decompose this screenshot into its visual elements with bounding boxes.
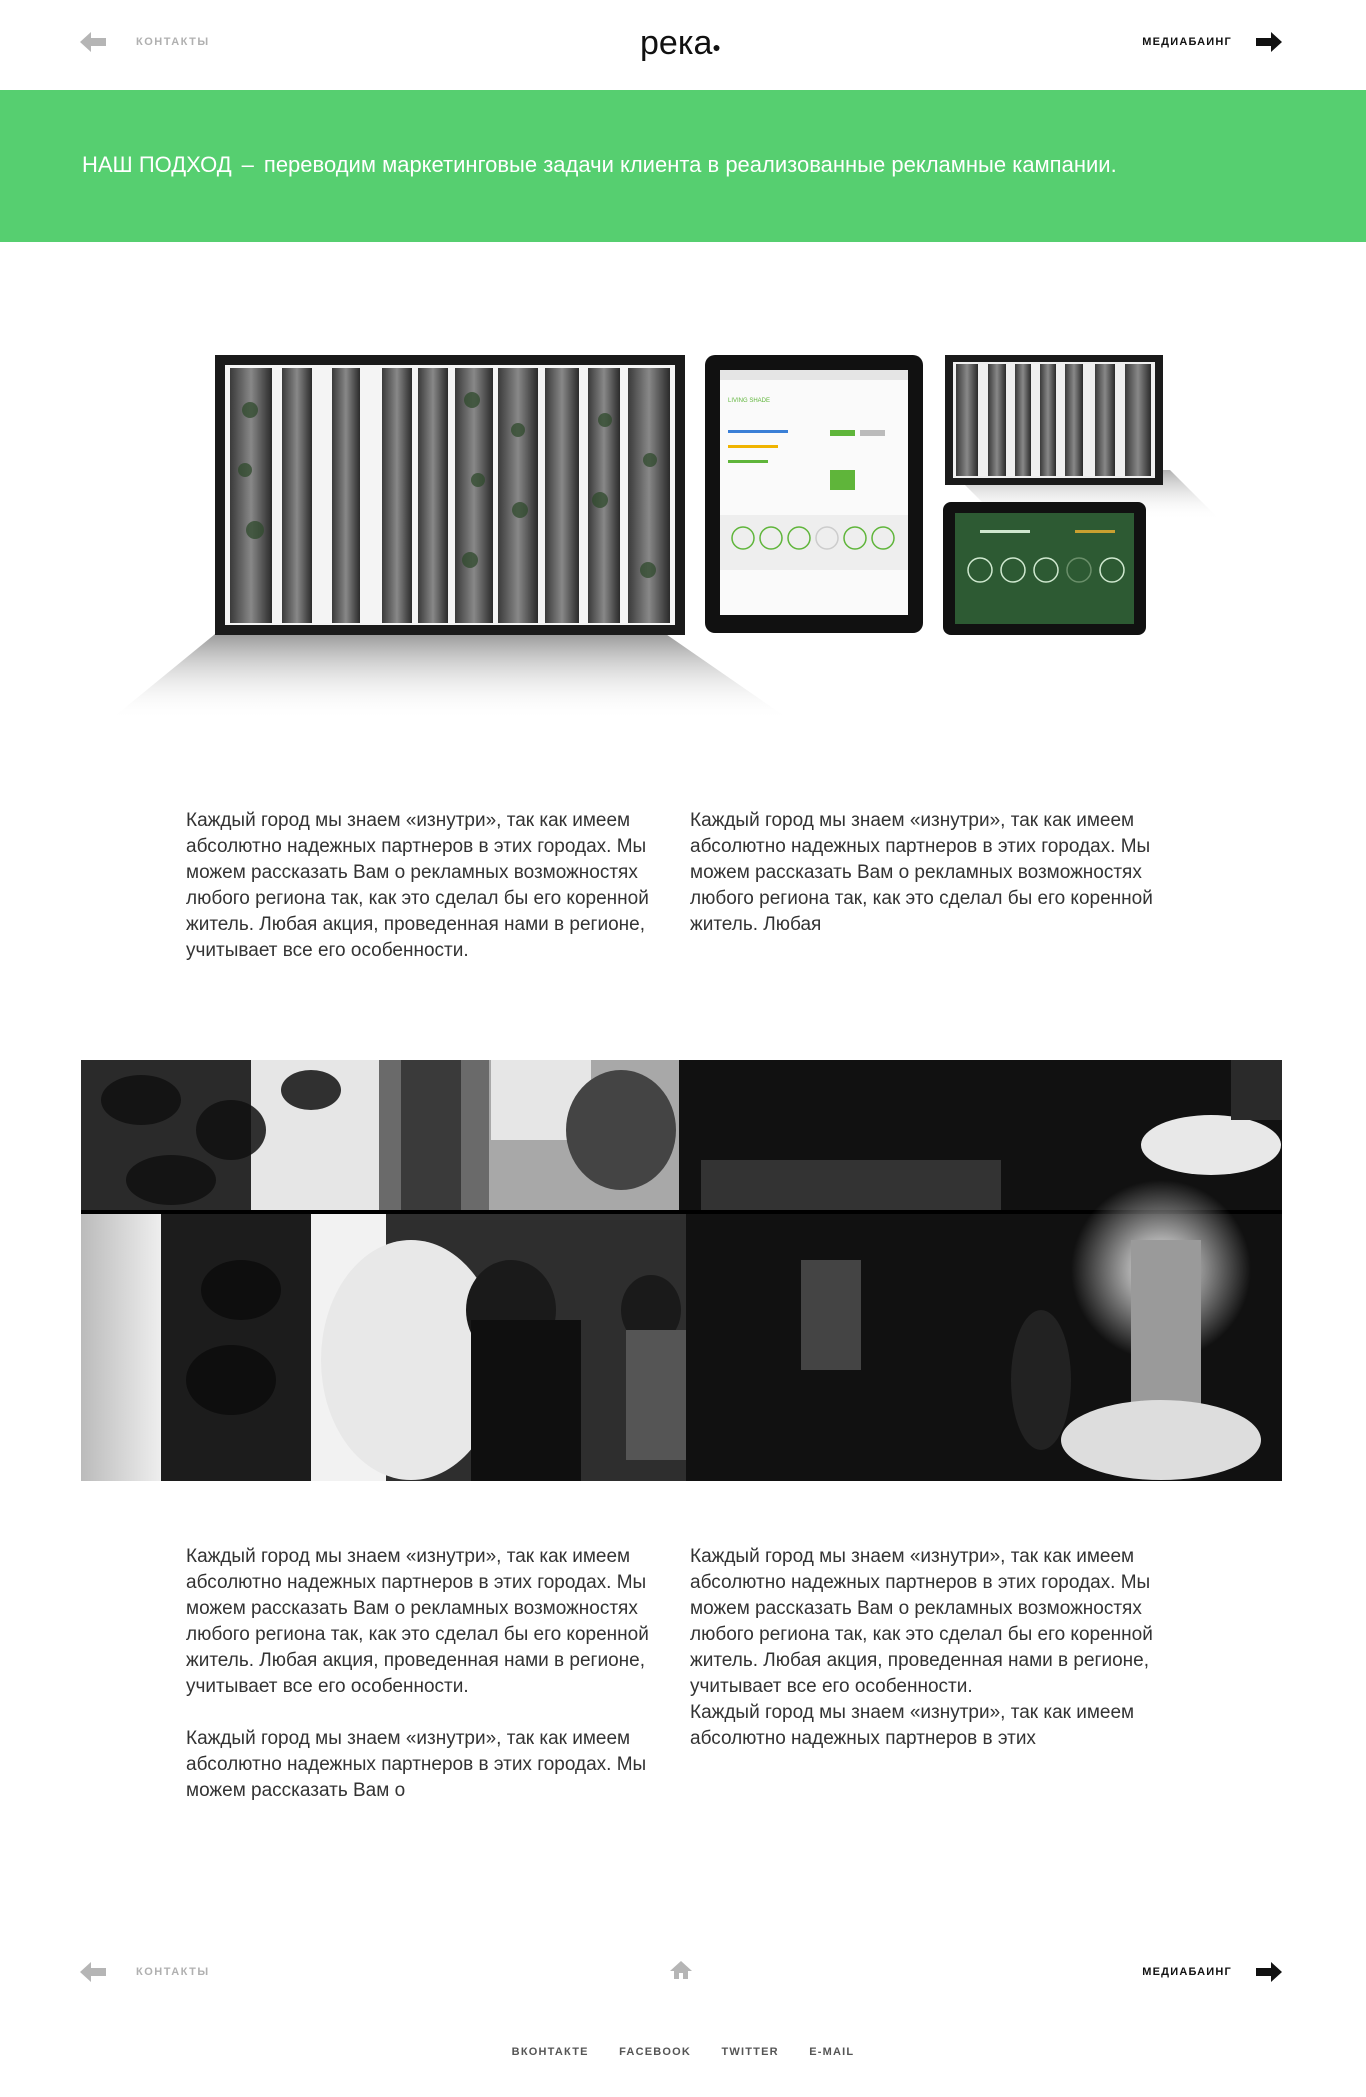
text-column-left-1 <box>186 808 656 964</box>
logo[interactable] <box>640 24 721 63</box>
paragraph: Каждый город мы знаем «изнутри», так как имеем абсолютно надежных партнеров в этих городах. Мы можем рассказать Вам о рекламных возможностях любого региона так, как это сделал бы его коренной житель. Любая акция, проведенная нами в регионе, учитывает все его особенности. <box>186 810 649 961</box>
paragraph: Каждый город мы знаем «изнутри», так как имеем абсолютно надежных партнеров в этих городах. Мы можем рассказать Вам о рекламных возможностях любого региона так, как это сделал бы его коренной житель. Любая <box>690 810 1153 935</box>
arrow-right-icon <box>1256 1962 1282 1982</box>
paragraph: Каждый город мы знаем «изнутри», так как имеем абсолютно надежных партнеров в этих городах. Мы можем рассказать Вам о <box>186 1728 647 1801</box>
paragraph: Каждый город мы знаем «изнутри», так как имеем абсолютно надежных партнеров в этих городах. Мы можем рассказать Вам о рекламных возможностях любого региона так, как это сделал бы его коренной житель. Любая акция, проведенная нами в регионе, учитывает все его особенности. <box>186 1546 649 1697</box>
next-link[interactable] <box>1142 1962 1282 1982</box>
back-link-label: КОНТАКТЫ <box>136 36 210 48</box>
approach-banner <box>0 90 1366 242</box>
next-link-label: МЕДИАБАИНГ <box>1142 1966 1232 1978</box>
paragraph: Каждый город мы знаем «изнутри», так как имеем абсолютно надежных партнеров в этих <box>690 1702 1135 1749</box>
arrow-left-icon <box>80 1962 106 1982</box>
text-column-right-2 <box>690 1544 1160 1752</box>
device-mockup-image <box>100 330 1220 750</box>
home-icon[interactable] <box>670 1960 692 1980</box>
logo-dot: ● <box>712 39 721 55</box>
banner-text <box>82 152 1117 178</box>
arrow-right-icon <box>1256 32 1282 52</box>
event-photo-collage <box>81 1060 1282 1481</box>
back-link[interactable] <box>80 1962 210 1982</box>
social-link-email[interactable]: E-MAIL <box>809 2046 855 2058</box>
bottom-nav <box>0 1942 1366 2002</box>
back-link-label: КОНТАКТЫ <box>136 1966 210 1978</box>
banner-title: НАШ ПОДХОД <box>82 152 232 177</box>
social-link-facebook[interactable]: FACEBOOK <box>619 2046 692 2058</box>
next-link-label: МЕДИАБАИНГ <box>1142 36 1232 48</box>
text-column-right-1 <box>690 808 1160 938</box>
logo-text: река <box>640 24 713 62</box>
banner-description: переводим маркетинговые задачи клиента в реализованные рекламные кампании. <box>263 152 1117 177</box>
arrow-left-icon <box>80 32 106 52</box>
paragraph: Каждый город мы знаем «изнутри», так как имеем абсолютно надежных партнеров в этих городах. Мы можем рассказать Вам о рекламных возможностях любого региона так, как это сделал бы его коренной житель. Любая акция, проведенная нами в регионе, учитывает все его особенности. <box>690 1546 1153 1697</box>
social-link-twitter[interactable]: TWITTER <box>721 2046 779 2058</box>
social-link-vkontakte[interactable]: ВКОНТАКТЕ <box>511 2046 589 2058</box>
next-link[interactable] <box>1142 32 1282 52</box>
svg-text:LIVING SHADE: LIVING SHADE <box>728 398 771 404</box>
banner-dash: – <box>241 152 254 177</box>
top-nav <box>0 12 1366 72</box>
social-links <box>0 2042 1366 2060</box>
back-link[interactable] <box>80 32 210 52</box>
text-column-left-2 <box>186 1544 656 1804</box>
